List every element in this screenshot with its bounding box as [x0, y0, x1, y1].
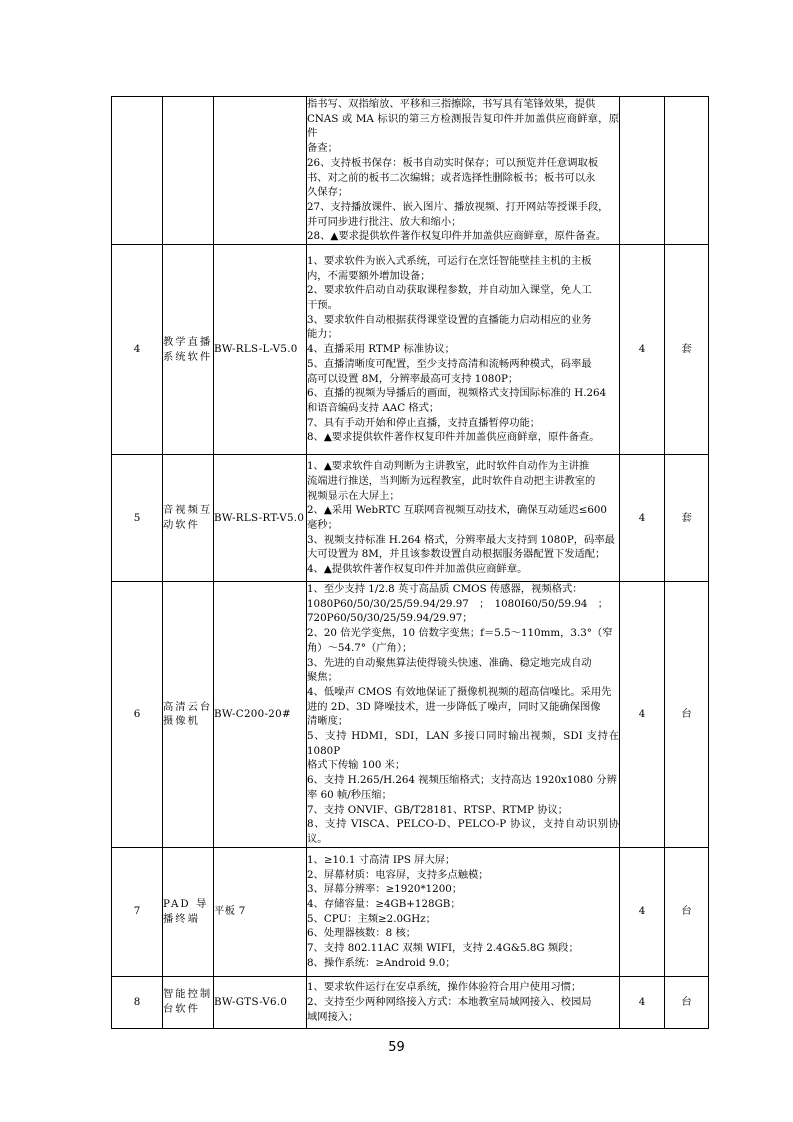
desc-line: 27、支持播放课件、嵌入图片、播放视频、打开网站等授课手段， [307, 200, 609, 213]
item-quantity: 4 [620, 582, 665, 848]
item-model [214, 97, 307, 245]
desc-line: 1、▲要求软件自动判断为主讲教室，此时软件自动作为主讲推 [307, 460, 590, 473]
desc-line: 2、要求软件启动自动获取课程参数，并自动加入课堂，免人工 [307, 284, 592, 297]
item-number: 4 [112, 245, 163, 455]
desc-line: 7、具有手动开始和停止直播，支持直播暂停功能； [307, 416, 541, 429]
item-model: 平板 7 [214, 847, 307, 976]
desc-line: 2、▲采用 WebRTC 互联网音视频互动技术，确保互动延迟≤600 [307, 504, 607, 517]
desc-line: 3、先进的自动聚焦算法使得镜头快速、准确、稳定地完成自动 [307, 656, 592, 669]
item-name: 智能控制台软件 [163, 976, 214, 1028]
desc-line: 率 60 帧/秒压缩； [307, 788, 392, 801]
desc-line: 5、直播清晰度可配置，至少支持高清和流畅两种模式，码率最 [307, 357, 592, 370]
item-description [307, 976, 620, 1028]
desc-line: 流端进行推送，当判断为远程教室，此时软件自动把主讲教室的 [307, 474, 596, 487]
item-model: BW-GTS-V6.0 [214, 976, 307, 1028]
item-name [163, 97, 214, 245]
item-quantity: 4 [620, 847, 665, 976]
desc-line: 7、支持 802.11AC 双频 WIFI，支持 2.4G&5.8G 频段； [307, 942, 579, 955]
desc-line: 1、至少支持 1/2.8 英寸高品质 CMOS 传感器，视频格式： [307, 583, 583, 596]
table-row [112, 245, 709, 455]
desc-line: 指书写、双指缩放、平移和三指擦除，书写具有笔锋效果，提供 [307, 98, 596, 110]
desc-line: 5、支持 HDMI，SDI，LAN 多接口同时输出视频，SDI 支持在 1080P [307, 730, 619, 757]
desc-line: 1、要求软件为嵌入式系统，可运行在烹饪智能壁挂主机的主板 [307, 254, 592, 267]
desc-line: 6、直播的视频为导播后的画面，视频格式支持国际标准的 H.264 [307, 387, 607, 400]
desc-line: 6、处理器核数：8 核； [307, 927, 417, 940]
desc-line: 1、要求软件运行在安卓系统，操作体验符合用户使用习惯； [307, 981, 582, 994]
desc-line: 视频显示在大屏上； [307, 489, 400, 502]
item-description [307, 455, 620, 582]
desc-line: 格式下传输 100 米； [307, 759, 406, 772]
item-quantity: 4 [620, 455, 665, 582]
item-name: PAD 导播终端 [163, 847, 214, 976]
desc-line: 角）～54.7°（广角）； [307, 641, 413, 654]
table-row [112, 582, 709, 848]
item-model: BW-C200-20# [214, 582, 307, 848]
page-number: 59 [388, 1040, 405, 1055]
desc-line: 3、视频支持标准 H.264 格式，分辨率最大支持到 1080P，码率最 [307, 533, 615, 546]
item-quantity: 4 [620, 976, 665, 1028]
desc-line: 7、支持 ONVIF、GB/T28181、RTSP、RTMP 协议； [307, 803, 569, 816]
desc-line: 书、对之前的板书二次编辑；或者选择性删除板书；板书可以永 [307, 171, 596, 184]
desc-line: 4、存储容量：≥4GB+128GB； [307, 897, 461, 910]
desc-line: 3、要求软件自动根据获得课堂设置的直播能力启动相应的业务 [307, 313, 592, 326]
desc-line: 8、▲要求提供软件著作权复印件并加盖供应商鲜章，原件备查。 [307, 431, 600, 444]
item-quantity: 4 [620, 245, 665, 455]
item-description [307, 582, 620, 848]
desc-line: 4、直播采用 RTMP 标准协议； [307, 343, 455, 356]
desc-line: 720P60/50/30/25/59.94/29.97； [307, 612, 473, 625]
table-row [112, 847, 709, 976]
item-unit: 台 [665, 582, 709, 848]
desc-line: 毫秒； [307, 519, 338, 532]
item-description [307, 847, 620, 976]
table-row [112, 455, 709, 582]
item-quantity [620, 97, 665, 245]
desc-line: 2、20 倍光学变焦，10 倍数字变焦；f＝5.5～110mm，3.3°（窄 [307, 627, 613, 640]
desc-line: 4、▲提供软件著作权复印件并加盖供应商鲜章。 [307, 563, 528, 576]
item-name: 音视频互动软件 [163, 455, 214, 582]
desc-line: 清晰度； [307, 715, 349, 728]
item-model: BW-RLS-L-V5.0 [214, 245, 307, 455]
desc-line: 高可以设置 8M，分辨率最高可支持 1080P； [307, 372, 519, 385]
desc-line: 28、▲要求提供软件著作权复印件并加盖供应商鲜章，原件备查。 [307, 230, 607, 243]
desc-line: 干预。 [307, 299, 338, 312]
item-name: 高清云台摄像机 [163, 582, 214, 848]
desc-line: 8、支持 VISCA、PELCO-D、PELCO-P 协议，支持自动识别协议。 [307, 818, 619, 845]
item-unit: 台 [665, 976, 709, 1028]
item-number: 8 [112, 976, 163, 1028]
desc-line: 聚焦； [307, 671, 338, 684]
item-unit: 套 [665, 245, 709, 455]
desc-line: 1080P60/50/30/25/59.94/29.97 ； 1080I60/50/59.94 ； [307, 597, 609, 610]
desc-line: 1、≥10.1 寸高清 IPS 屏大屏； [307, 853, 456, 866]
desc-line: 进的 2D、3D 降噪技术，进一步降低了噪声，同时又能确保图像 [307, 700, 601, 713]
item-description [307, 97, 620, 245]
desc-line: 2、支持至少两种网络接入方式：本地教室局域网接入、校园局 [307, 995, 592, 1008]
item-number [112, 97, 163, 245]
item-unit [665, 97, 709, 245]
desc-line: 备查； [307, 142, 338, 155]
item-number: 7 [112, 847, 163, 976]
desc-line: 和语音编码支持 AAC 格式； [307, 401, 440, 414]
item-unit: 台 [665, 847, 709, 976]
item-name: 教学直播系统软件 [163, 245, 214, 455]
table-row [112, 976, 709, 1028]
desc-line: 大可设置为 8M，并且该参数设置自动根据服务器配置下发适配； [307, 548, 606, 561]
desc-line: 4、低噪声 CMOS 有效地保证了摄像机视频的超高信噪比。采用先 [307, 685, 612, 698]
desc-line: 2、屏幕材质：电容屏，支持多点触模； [307, 868, 489, 881]
desc-line: 内，不需要额外增加设备； [307, 269, 431, 282]
desc-line: 26、支持板书保存：板书自动实时保存；可以预览并任意调取板 [307, 156, 599, 169]
desc-line: CNAS 或 MA 标识的第三方检测报告复印件并加盖供应商鲜章，原件 [307, 112, 619, 140]
desc-line: 并可同步进行批注、放大和缩小； [307, 215, 462, 228]
item-unit: 套 [665, 455, 709, 582]
item-number: 6 [112, 582, 163, 848]
desc-line: 能力； [307, 328, 338, 341]
desc-line: 域网接入； [307, 1010, 359, 1023]
spec-table [111, 96, 709, 1029]
item-model: BW-RLS-RT-V5.0 [214, 455, 307, 582]
table-row [112, 97, 709, 245]
desc-line: 8、操作系统：≥Android 9.0； [307, 956, 456, 969]
desc-line: 久保存； [307, 186, 349, 199]
desc-line: 6、支持 H.265/H.264 视频压缩格式；支持高达 1920x1080 分辨 [307, 774, 617, 787]
item-number: 5 [112, 455, 163, 582]
desc-line: 3、屏幕分辨率：≥1920*1200； [307, 883, 463, 896]
desc-line: 5、CPU：主频≥2.0GHz； [307, 912, 436, 925]
item-description [307, 245, 620, 455]
